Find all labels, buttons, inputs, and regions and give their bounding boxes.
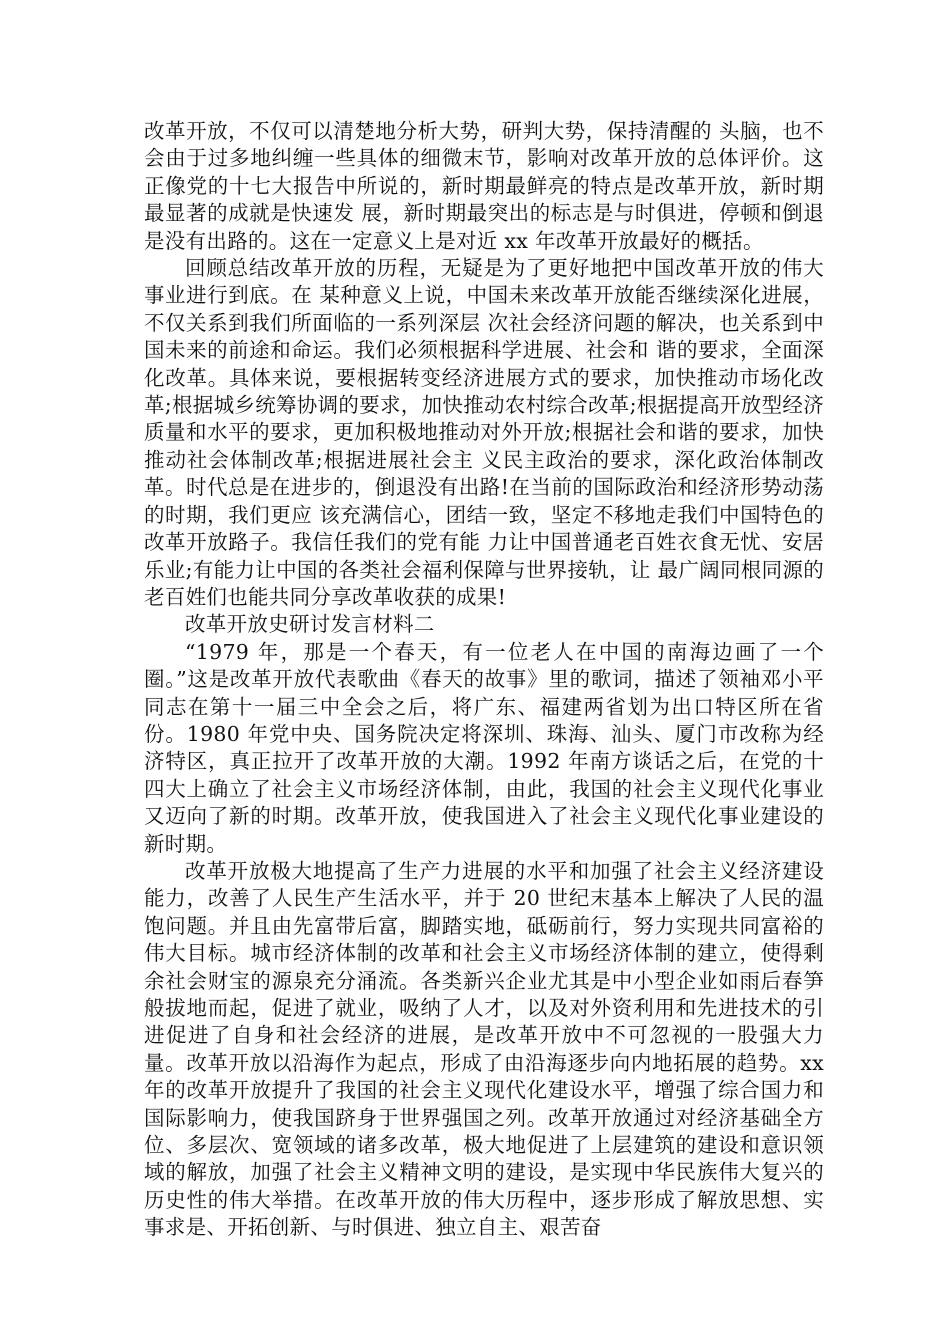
paragraph-history: “1979 年，那是一个春天，有一位老人在中国的南海边画了一个圈。”这是改革开放代表歌曲《春天的故事》里的歌词，描述了领袖邓小平同志在第十一届三中全会之后，将广东、福建两省划为出口特区所在省份。1980 年党中央、国务院决定将深圳、珠海、汕头、厦门市改称为经济特区，真正拉开了改革开放的大潮。1992 年南方谈话之后，在党的十四大上确立了社会主义市场经济体制，由此，我国的社会主义现代化事业又迈向了新的时期。改革开放，使我国进入了社会主义现代化事业建设的新时期。 (144, 639, 824, 856)
document-page (144, 118, 824, 1242)
paragraph-review: 回顾总结改革开放的历程，无疑是为了更好地把中国改革开放的伟大事业进行到底。在 某种意义上说，中国未来改革开放能否继续深化进展，不仅关系到我们所面临的一系列深层 次社会经济问题的解决，也关系到中国未来的前途和命运。我们必须根据科学进展、社会和 谐的要求，全面深化改革。具体来说，要根据转变经济进展方式的要求，加快推动市场化改 革;根据城乡统筹协调的要求，加快推动农村综合改革;根据提高开放型经济质量和水平的要求，更加积极地推动对外开放;根据社会和谐的要求，加快推动社会体制改革;根据进展社会主 义民主政治的要求，深化政治体制改革。时代总是在进步的，倒退没有出路!在当前的国际政治和经济形势动荡的时期，我们更应 该充满信心，团结一致，坚定不移地走我们中国特色的改革开放路子。我信任我们的党有能 力让中国普通老百姓衣食无忧、安居乐业;有能力让中国的各类社会福利保障与世界接轨，让 最广阔同根同源的老百姓们也能共同分享改革收获的成果! (144, 256, 825, 609)
section-heading: 改革开放史研讨发言材料二 (185, 612, 435, 637)
paragraph-continuation: 改革开放，不仅可以清楚地分析大势，研判大势，保持清醒的 头脑，也不会由于过多地纠缠一些具体的细微末节，影响对改革开放的总体评价。这正像党的十七大报告中所说的，新时期最鲜亮的特点是改革开放，新时期最显著的成就是快速发 展，新时期最突出的标志是与时俱进，停顿和倒退是没有出路的。这在一定意义上是对近 xx 年改革开放最好的概括。 (144, 119, 824, 253)
paragraph-achievements: 改革开放极大地提高了生产力进展的水平和加强了社会主义经济建设能力，改善了人民生产生活水平，并于 20 世纪末基本上解决了人民的温饱问题。并且由先富带后富，脚踏实地，砥砺前行，努力实现共同富裕的伟大目标。城市经济体制的改革和社会主义市场经济体制的建立，使得剩余社会财宝的源泉充分涌流。各类新兴企业尤其是中小型企业如雨后春笋般拔地而起，促进了就业，吸纳了人才，以及对外资利用和先进技术的引进促进了自身和社会经济的进展，是改革开放中不可忽视的一股强大力量。改革开放以沿海作为起点，形成了由沿海逐步向内地拓展的趋势。xx 年的改革开放提升了我国的社会主义现代化建设水平，增强了综合国力和国际影响力，使我国跻身于世界强国之列。改革开放通过对经济基础全方位、多层次、宽领域的诸多改革，极大地促进了上层建筑的建设和意识领域的解放，加强了社会主义精神文明的建设，是实现中华民族伟大复兴的历史性的伟大举措。在改革开放的伟大历程中，逐步形成了解放思想、实事求是、开拓创新、与时俱进、独立自主、艰苦奋 (144, 858, 824, 1240)
